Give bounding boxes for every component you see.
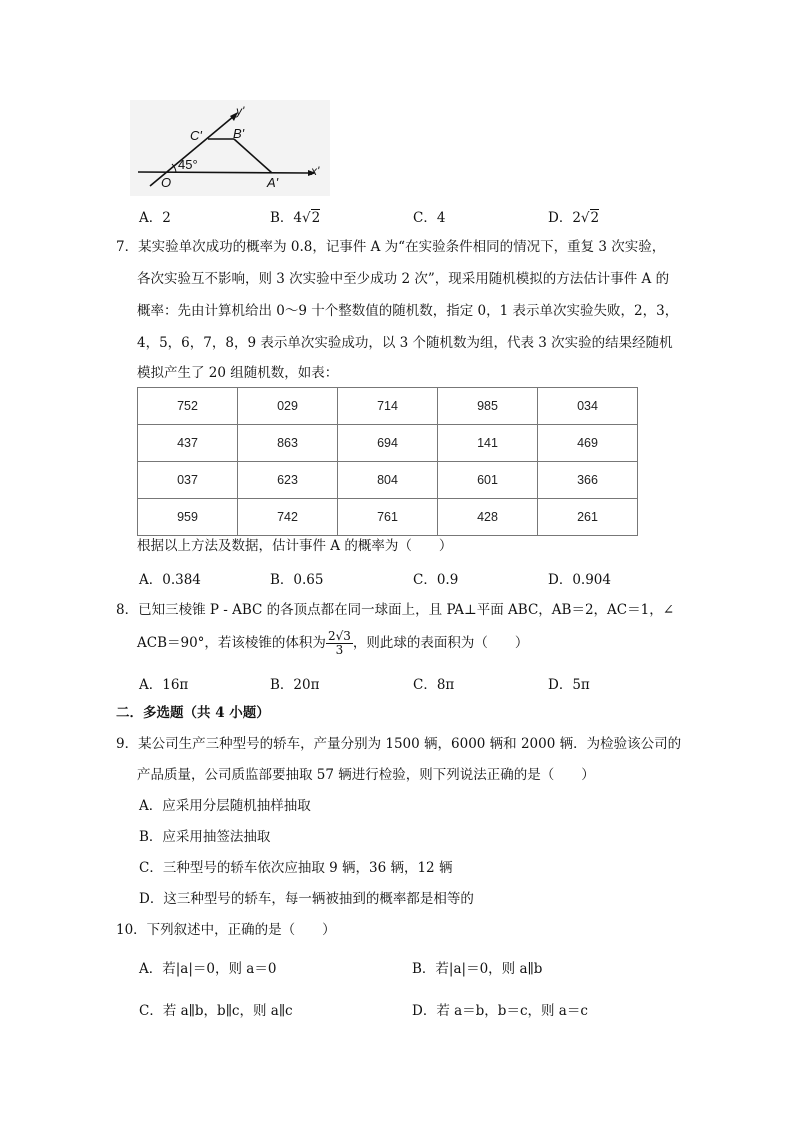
oblique-figure — [130, 100, 330, 196]
label-c: C' — [190, 128, 202, 143]
q6-d-radicand: 2 — [590, 210, 600, 226]
q7-choice-a[interactable]: A．0.384 — [139, 572, 201, 588]
q7-line4: 4，5，6，7，8，9 表示单次实验成功，以 3 个随机数为组，代表 3 次实验的结果经随机 — [137, 335, 673, 351]
q8-line2-b: ，则此球的表面积为（ ） — [352, 635, 529, 651]
q9-line1: 9．某公司生产三种型号的轿车，产量分别为 1500 辆，6000 辆和 2000 辆．为检验该公司的 — [116, 736, 682, 752]
q10-stem: 10．下列叙述中，正确的是（ ） — [116, 922, 336, 938]
table-cell: 437 — [138, 425, 238, 462]
fraction-denominator: 3 — [335, 642, 344, 657]
q8-line2-a: ACB＝90°，若该棱锥的体积为 — [137, 635, 326, 651]
q6-d-prefix: D．2 — [548, 210, 581, 226]
random-number-table — [137, 387, 638, 536]
q6-choice-b[interactable]: B．4√2 — [270, 210, 321, 226]
q9-choice-b[interactable]: B．应采用抽签法抽取 — [139, 829, 271, 845]
q9-choice-a[interactable]: A．应采用分层随机抽样抽取 — [139, 798, 311, 814]
table-cell: 694 — [338, 425, 438, 462]
q8-choice-b[interactable]: B．20π — [270, 677, 320, 693]
q9-line2: 产品质量，公司质监部要抽取 57 辆进行检验，则下列说法正确的是（ ） — [137, 767, 595, 783]
q10-choice-c[interactable]: C．若 a∥b，b∥c，则 a∥c — [139, 1003, 293, 1019]
q6-b-radicand: 2 — [311, 210, 321, 226]
figure-svg — [130, 100, 330, 196]
table-row — [138, 388, 638, 425]
q6-choice-c[interactable]: C．4 — [413, 210, 446, 226]
table-cell: 863 — [238, 425, 338, 462]
label-angle: 45° — [178, 157, 198, 172]
q8-choice-a[interactable]: A．16π — [139, 677, 189, 693]
table-cell: 029 — [238, 388, 338, 425]
q7-line5: 模拟产生了 20 组随机数，如表： — [137, 365, 339, 381]
table-cell: 959 — [138, 499, 238, 536]
table-row — [138, 499, 638, 536]
volume-fraction — [326, 630, 353, 657]
table-cell: 034 — [538, 388, 638, 425]
q10-choice-b[interactable]: B．若|a|＝0，则 a∥b — [412, 961, 543, 977]
table-cell: 428 — [438, 499, 538, 536]
table-cell: 804 — [338, 462, 438, 499]
q8-choice-d[interactable]: D．5π — [548, 677, 590, 693]
q7-choice-c[interactable]: C．0.9 — [413, 572, 459, 588]
label-x: x' — [311, 164, 320, 178]
q7-line3: 概率：先由计算机给出 0～9 十个整数值的随机数，指定 0，1 表示单次实验失败，2，3， — [137, 303, 679, 319]
section-heading-multiple-choice: 二．多选题（共 4 小题） — [116, 705, 270, 721]
table-cell: 037 — [138, 462, 238, 499]
q9-choice-c[interactable]: C．三种型号的轿车依次应抽取 9 辆，36 辆，12 辆 — [139, 860, 453, 876]
q7-choice-b[interactable]: B．0.65 — [270, 572, 324, 588]
table-cell: 469 — [538, 425, 638, 462]
q7-line1: 7．某实验单次成功的概率为 0.8，记事件 A 为“在实验条件相同的情况下，重复 3 次实验， — [116, 239, 666, 255]
q7-line2: 各次实验互不影响，则 3 次实验中至少成功 2 次”，现采用随机模拟的方法估计事件 A 的 — [137, 271, 670, 287]
table-cell: 601 — [438, 462, 538, 499]
label-a: A' — [267, 175, 279, 190]
table-cell: 752 — [138, 388, 238, 425]
q10-choice-a[interactable]: A．若|a|＝0，则 a＝0 — [139, 961, 277, 977]
table-row — [138, 425, 638, 462]
q6-b-prefix: B．4 — [270, 210, 303, 226]
table-cell: 714 — [338, 388, 438, 425]
q6-choice-d[interactable]: D．2√2 — [548, 210, 600, 226]
table-cell: 742 — [238, 499, 338, 536]
table-cell: 761 — [338, 499, 438, 536]
label-o: O — [161, 175, 172, 190]
table-cell: 985 — [438, 388, 538, 425]
label-y: y' — [236, 104, 245, 118]
q8-choice-c[interactable]: C．8π — [413, 677, 455, 693]
table-cell: 366 — [538, 462, 638, 499]
q9-choice-d[interactable]: D．这三种型号的轿车，每一辆被抽到的概率都是相等的 — [139, 891, 474, 907]
figure-background — [130, 100, 330, 196]
x-axis — [138, 172, 308, 173]
q6-choice-a[interactable]: A．2 — [139, 210, 171, 226]
table-row — [138, 462, 638, 499]
q8-line2 — [137, 626, 528, 660]
table-cell: 261 — [538, 499, 638, 536]
q7-choice-d[interactable]: D．0.904 — [548, 572, 611, 588]
q7-question: 根据以上方法及数据，估计事件 A 的概率为（ ） — [137, 538, 453, 554]
table-cell: 141 — [438, 425, 538, 462]
fraction-numerator: 2√3 — [327, 628, 351, 643]
label-b: B' — [233, 126, 245, 141]
q8-line1: 8．已知三棱锥 P - ABC 的各顶点都在同一球面上，且 PA⊥平面 ABC，AB＝2，AC＝1，∠ — [116, 602, 675, 618]
table-cell: 623 — [238, 462, 338, 499]
q10-choice-d[interactable]: D．若 a＝b，b＝c，则 a＝c — [412, 1003, 588, 1019]
